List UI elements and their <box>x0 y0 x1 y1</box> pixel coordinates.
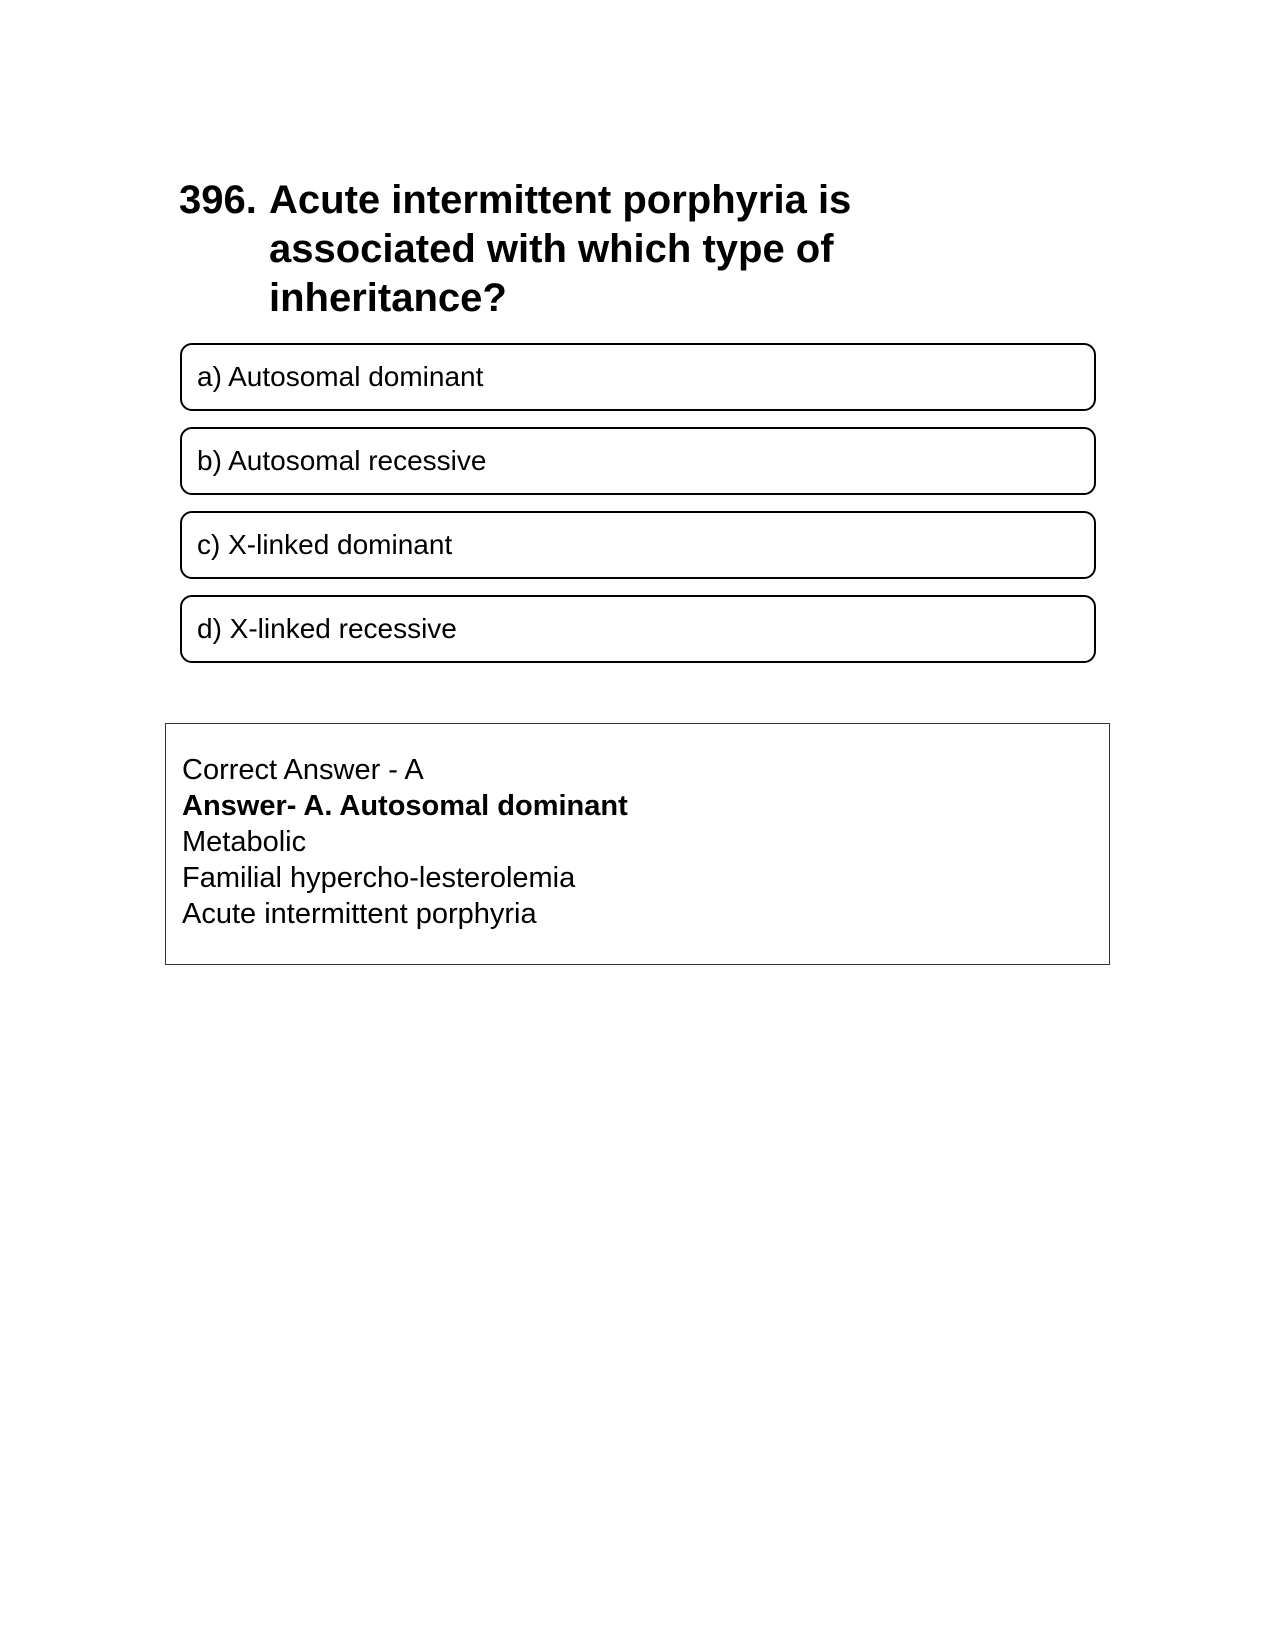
option-label: c) X-linked dominant <box>197 529 453 560</box>
question-text: Acute intermittent porphyria is associated with which type of inheritance? <box>269 178 852 320</box>
options-list <box>180 343 1096 679</box>
answer-line: Metabolic <box>182 826 307 858</box>
option-b[interactable] <box>180 427 1096 495</box>
option-a[interactable] <box>180 343 1096 411</box>
answer-heading: Answer- A. Autosomal dominant <box>182 790 628 822</box>
question <box>179 176 919 323</box>
answer-line: Familial hypercho-lesterolemia <box>182 862 576 894</box>
answer-explanation-box <box>165 723 1110 965</box>
option-label: b) Autosomal recessive <box>197 445 487 476</box>
option-d[interactable] <box>180 595 1096 663</box>
option-label: a) Autosomal dominant <box>197 361 484 392</box>
question-number: 396. <box>179 178 257 222</box>
option-c[interactable] <box>180 511 1096 579</box>
option-label: d) X-linked recessive <box>197 613 457 644</box>
answer-line: Acute intermittent porphyria <box>182 898 537 930</box>
correct-answer: Correct Answer - A <box>182 754 424 786</box>
